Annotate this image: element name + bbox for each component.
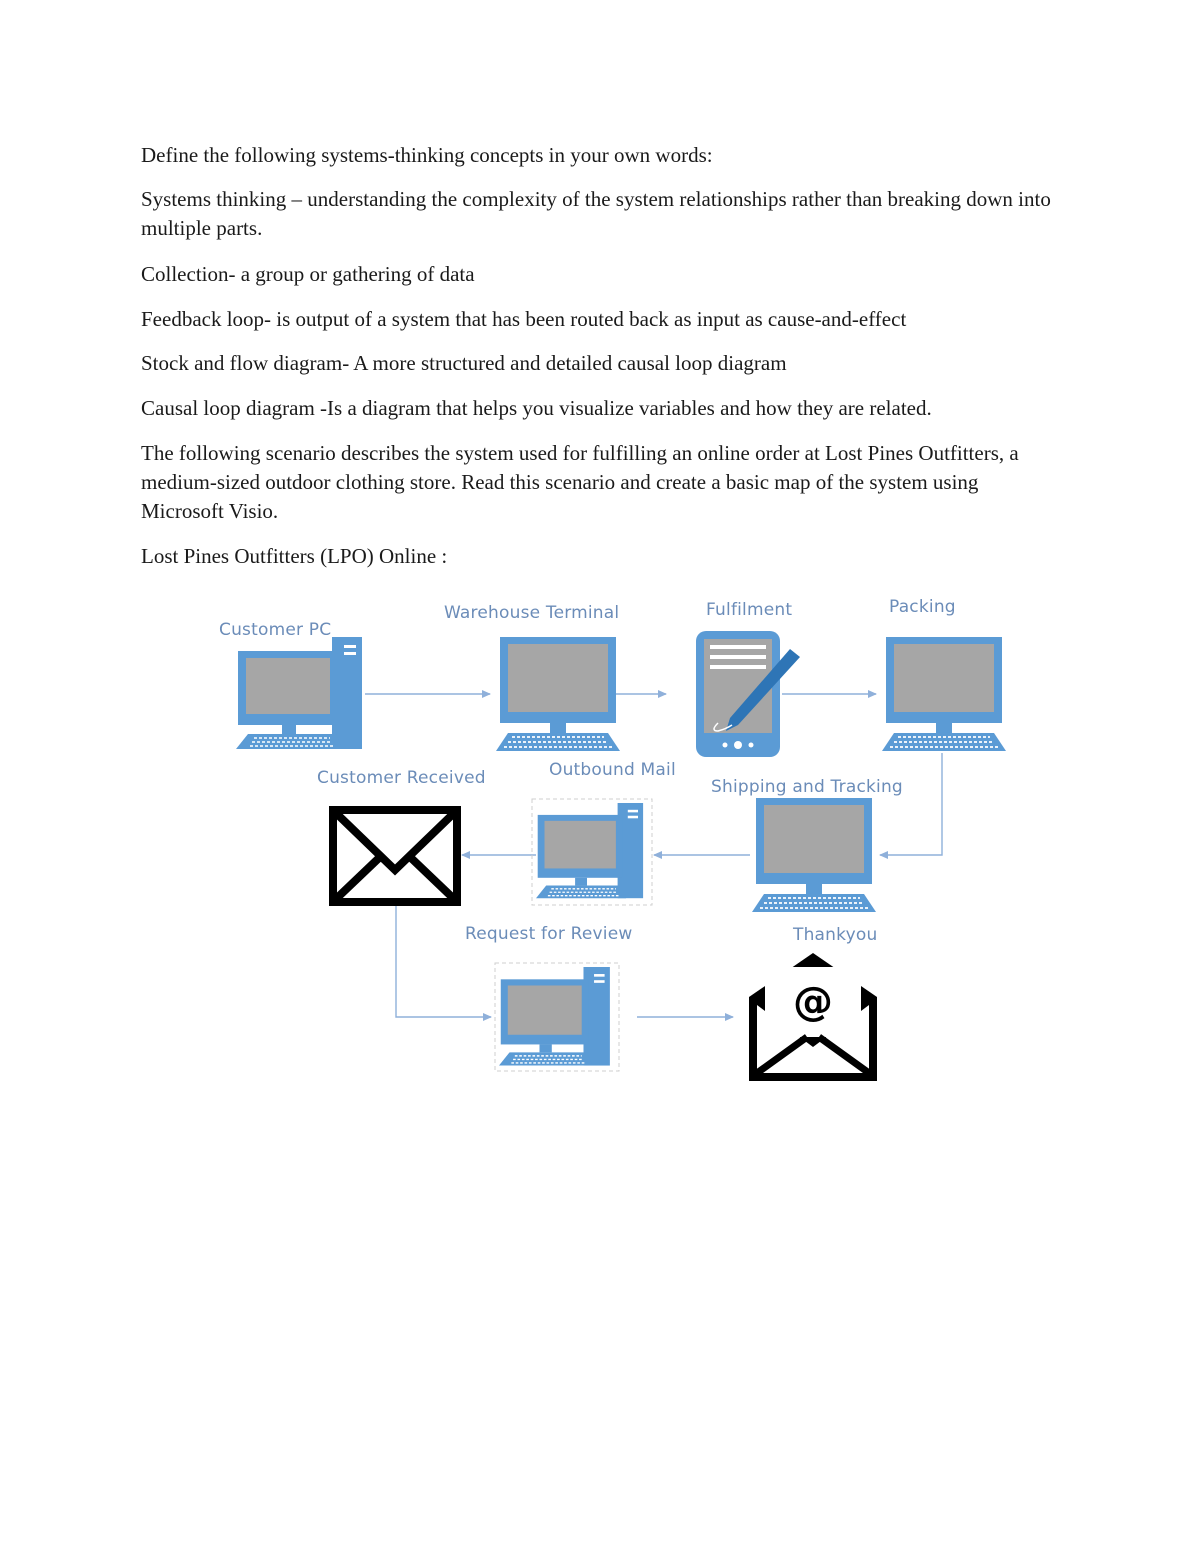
definition-stock-and-flow: Stock and flow diagram- A more structured and detailed causal loop diagram bbox=[141, 351, 787, 375]
at-sign-icon: @ bbox=[793, 979, 833, 1025]
scenario-description: The following scenario describes the system used for fulfilling an online order at Lost Pines Outfitters, a medium-sized outdoor clothing store. Read this scenario and create a basic map of the system using Microsoft Visio. bbox=[141, 441, 1019, 523]
warehouse-terminal-icon bbox=[496, 637, 620, 751]
definition-collection: Collection- a group or gathering of data bbox=[141, 262, 475, 286]
label-thankyou: Thankyou bbox=[793, 925, 878, 945]
system-map-diagram bbox=[200, 585, 1020, 1090]
customer-received-envelope-icon bbox=[333, 810, 457, 902]
arrow-packing-to-shipping bbox=[880, 753, 942, 855]
label-outbound-mail: Outbound Mail bbox=[549, 760, 676, 780]
label-fulfilment: Fulfilment bbox=[706, 600, 793, 620]
outbound-mail-icon bbox=[532, 799, 652, 905]
packing-icon bbox=[882, 637, 1006, 751]
thankyou-envelope-icon bbox=[749, 953, 877, 1081]
label-warehouse-terminal: Warehouse Terminal bbox=[444, 603, 620, 623]
definition-causal-loop: Causal loop diagram -Is a diagram that helps you visualize variables and how they are related. bbox=[141, 396, 932, 420]
diagram-canvas bbox=[200, 585, 1020, 1090]
definition-systems-thinking: Systems thinking – understanding the complexity of the system relationships rather than breaking down into multiple parts. bbox=[141, 187, 1051, 240]
customer-pc-icon bbox=[236, 637, 362, 749]
label-customer-pc: Customer PC bbox=[219, 620, 332, 640]
request-review-icon bbox=[495, 963, 619, 1071]
label-shipping-tracking: Shipping and Tracking bbox=[711, 777, 903, 797]
definition-feedback-loop: Feedback loop- is output of a system that has been routed back as input as cause-and-effect bbox=[141, 307, 907, 331]
arrow-received-to-review bbox=[396, 905, 491, 1017]
label-customer-received: Customer Received bbox=[317, 768, 486, 788]
label-request-review: Request for Review bbox=[465, 924, 633, 944]
scenario-title: Lost Pines Outfitters (LPO) Online : bbox=[141, 544, 448, 568]
shipping-tracking-icon bbox=[752, 798, 876, 912]
label-packing: Packing bbox=[889, 597, 956, 617]
intro-instruction: Define the following systems-thinking concepts in your own words: bbox=[141, 143, 713, 167]
